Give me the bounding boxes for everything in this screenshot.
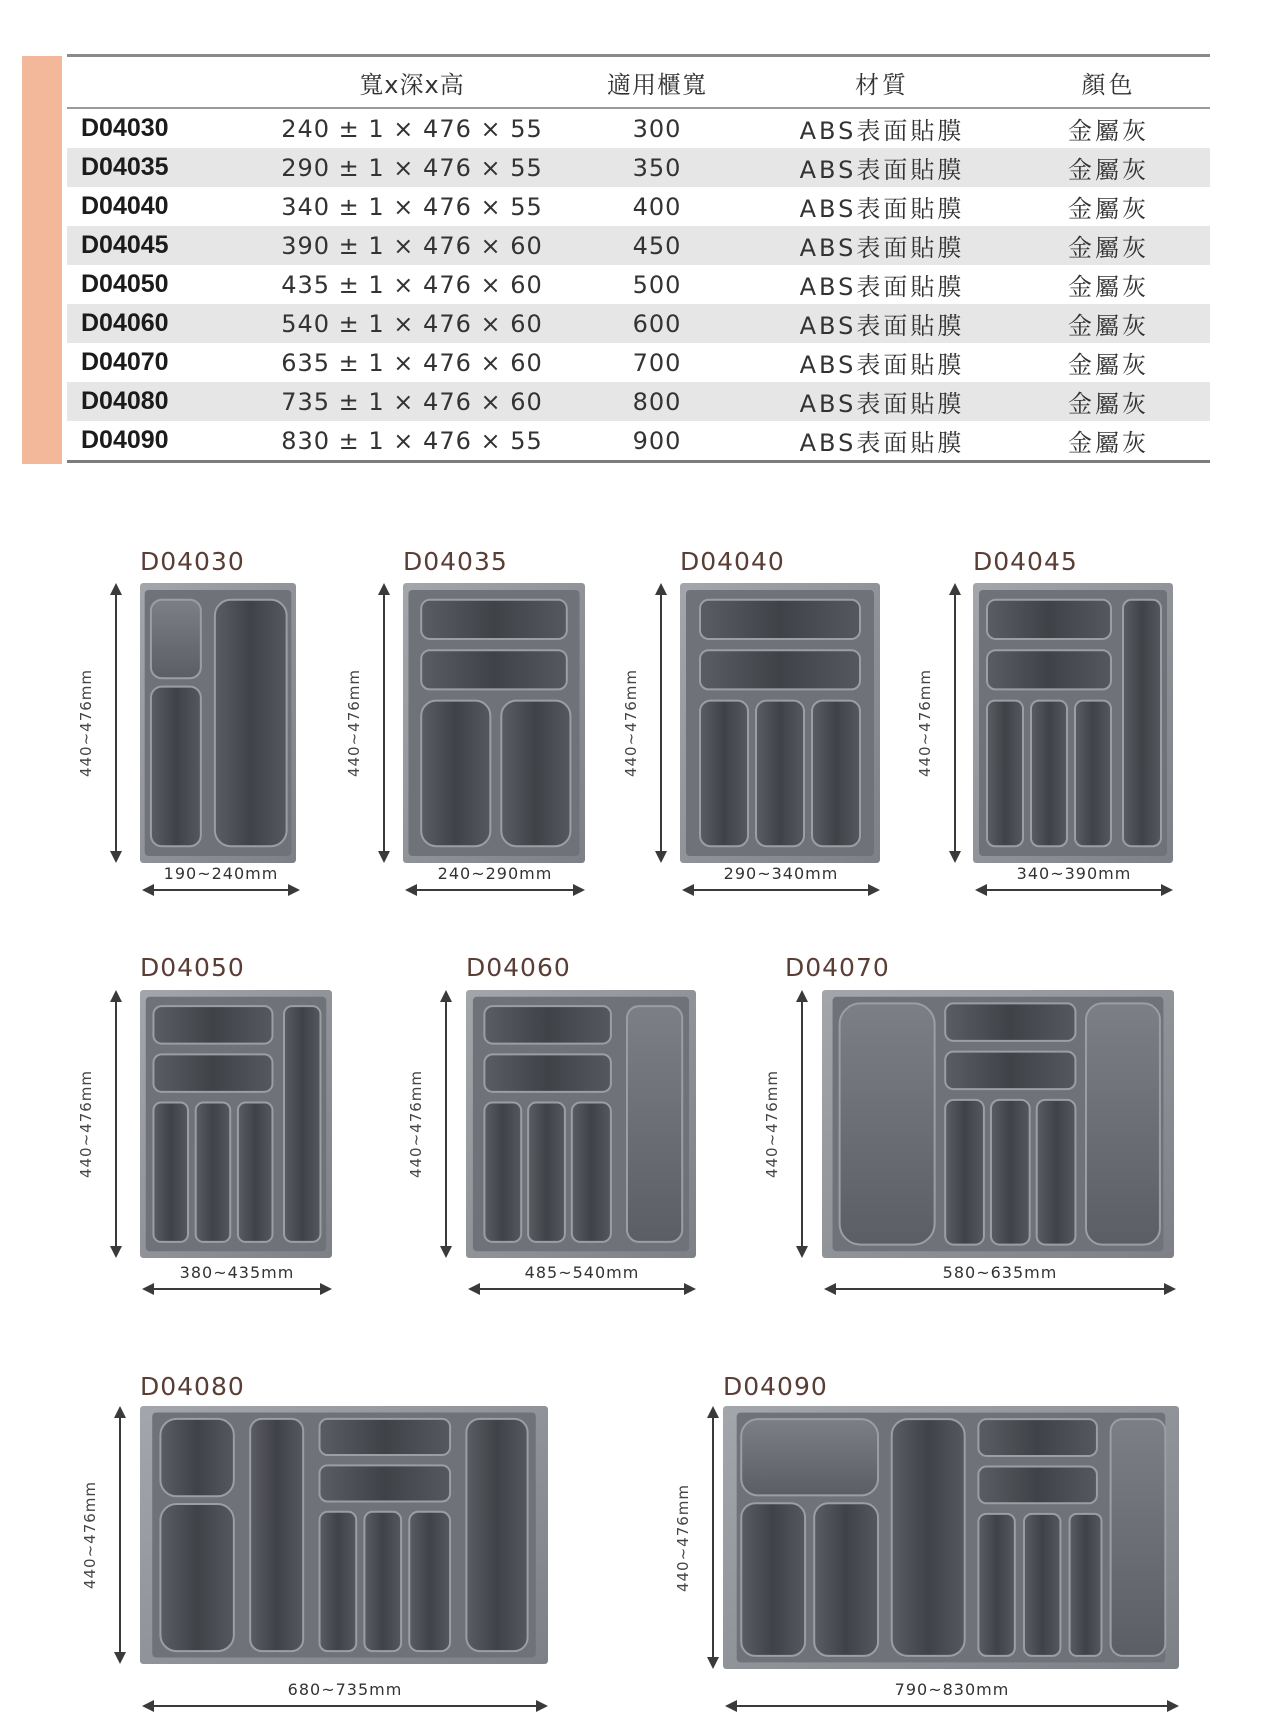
tray-compartment <box>700 650 860 689</box>
product-title: D04030 <box>140 547 245 576</box>
product-title: D04050 <box>140 953 245 982</box>
arrow-right-icon <box>1161 884 1173 896</box>
width-label: 680~735mm <box>287 1680 403 1699</box>
arrow-right-icon <box>536 1700 548 1712</box>
arrow-down-icon <box>655 851 667 863</box>
dimension-line <box>660 591 662 855</box>
color-cell: 金屬灰 <box>1068 429 1149 457</box>
arrow-down-icon <box>114 1652 126 1664</box>
model-cell: D04070 <box>81 348 169 376</box>
tray-compartment <box>945 1003 1075 1041</box>
color-cell: 金屬灰 <box>1068 390 1149 418</box>
width-label: 380~435mm <box>179 1263 295 1282</box>
tray-compartment <box>991 1100 1030 1245</box>
width-label: 290~340mm <box>723 864 839 883</box>
product-title: D04060 <box>466 953 571 982</box>
material-cell: ABS表面貼膜 <box>799 195 965 223</box>
tray-compartment <box>153 1103 188 1242</box>
size-cell: 635 ± 1 × 476 × 60 <box>281 348 543 377</box>
material-cell: ABS表面貼膜 <box>799 234 965 262</box>
tray-compartment <box>741 1503 805 1656</box>
material-cell: ABS表面貼膜 <box>799 156 965 184</box>
tray-compartment <box>978 1514 1014 1656</box>
tray-compartment <box>1111 1419 1166 1656</box>
size-cell: 390 ± 1 × 476 × 60 <box>281 231 543 260</box>
tray-compartment <box>1031 701 1067 847</box>
width-label: 485~540mm <box>524 1263 640 1282</box>
arrow-right-icon <box>684 1283 696 1295</box>
arrow-right-icon <box>1164 1283 1176 1295</box>
arrow-right-icon <box>320 1283 332 1295</box>
tray-compartment <box>151 600 201 678</box>
tray-compartment <box>215 600 287 846</box>
material-cell: ABS表面貼膜 <box>799 273 965 301</box>
dimension-line <box>150 889 292 891</box>
tray-compartment <box>756 701 804 847</box>
tray-compartment <box>484 1054 611 1092</box>
tray-compartment <box>978 1419 1097 1456</box>
tray-image <box>723 1406 1179 1669</box>
material-cell: ABS表面貼膜 <box>799 390 965 418</box>
tray-compartment <box>153 1054 272 1092</box>
arrow-down-icon <box>378 851 390 863</box>
tray-compartment <box>160 1504 233 1651</box>
tray-compartment <box>627 1006 682 1242</box>
dimension-line <box>983 889 1165 891</box>
dimension-line <box>712 1414 714 1661</box>
dimension-line <box>733 1705 1171 1707</box>
size-cell: 340 ± 1 × 476 × 55 <box>281 192 543 221</box>
width-label: 190~240mm <box>163 864 279 883</box>
header-cabinet: 適用櫃寬 <box>607 70 707 99</box>
tray-compartment <box>421 701 490 847</box>
tray-compartment <box>1086 1003 1160 1244</box>
width-label: 790~830mm <box>894 1680 1010 1699</box>
tray-compartment <box>364 1512 401 1651</box>
dimension-line <box>150 1705 540 1707</box>
cabinet-width-cell: 600 <box>632 309 682 338</box>
tray-compartment <box>700 600 860 639</box>
header-material: 材質 <box>855 70 909 99</box>
arrow-down-icon <box>440 1246 452 1258</box>
model-cell: D04050 <box>81 270 169 298</box>
product-title: D04080 <box>140 1372 245 1401</box>
size-cell: 240 ± 1 × 476 × 55 <box>281 114 543 143</box>
cabinet-width-cell: 500 <box>632 270 682 299</box>
dimension-line <box>445 998 447 1250</box>
product-title: D04090 <box>723 1372 828 1401</box>
arrow-down-icon <box>110 851 122 863</box>
color-cell: 金屬灰 <box>1068 312 1149 340</box>
dimension-line <box>115 591 117 855</box>
arrow-right-icon <box>868 884 880 896</box>
tray-compartment <box>700 701 748 847</box>
tray-compartment <box>501 701 570 847</box>
dimension-line <box>954 591 956 855</box>
tray-compartment <box>945 1100 984 1245</box>
color-cell: 金屬灰 <box>1068 156 1149 184</box>
tray-image <box>822 990 1174 1258</box>
dimension-line <box>832 1288 1168 1290</box>
tray-image <box>140 1406 548 1664</box>
cabinet-width-cell: 400 <box>632 192 682 221</box>
depth-label: 440~476mm <box>81 1480 99 1590</box>
size-cell: 735 ± 1 × 476 × 60 <box>281 387 543 416</box>
tray-compartment <box>1070 1514 1102 1656</box>
tray-image <box>680 583 880 863</box>
tray-compartment <box>466 1419 527 1651</box>
tray-compartment <box>814 1503 878 1656</box>
material-cell: ABS表面貼膜 <box>799 351 965 379</box>
tray-compartment <box>196 1103 231 1242</box>
depth-label: 440~476mm <box>763 1069 781 1179</box>
depth-label: 440~476mm <box>77 1069 95 1179</box>
product-title: D04035 <box>403 547 508 576</box>
tray-compartment <box>484 1103 521 1242</box>
tray-compartment <box>1024 1514 1060 1656</box>
tray-compartment <box>1123 600 1161 846</box>
cabinet-width-cell: 900 <box>632 426 682 455</box>
tray-compartment <box>1037 1100 1076 1245</box>
model-cell: D04035 <box>81 153 169 181</box>
tray-compartment <box>892 1419 965 1656</box>
dimension-line <box>119 1414 121 1656</box>
tray-compartment <box>421 600 567 639</box>
tray-compartment <box>812 701 860 847</box>
tray-image <box>466 990 696 1258</box>
arrow-down-icon <box>707 1657 719 1669</box>
arrow-right-icon <box>573 884 585 896</box>
model-cell: D04030 <box>81 114 169 142</box>
tray-compartment <box>320 1512 357 1651</box>
tray-image <box>973 583 1173 863</box>
tray-image <box>140 990 332 1258</box>
material-cell: ABS表面貼膜 <box>799 117 965 145</box>
product-title: D04070 <box>785 953 890 982</box>
depth-label: 440~476mm <box>916 668 934 778</box>
model-cell: D04060 <box>81 309 169 337</box>
depth-label: 440~476mm <box>345 668 363 778</box>
size-cell: 830 ± 1 × 476 × 55 <box>281 426 543 455</box>
model-cell: D04045 <box>81 231 169 259</box>
width-label: 240~290mm <box>437 864 553 883</box>
tray-compartment <box>945 1052 1075 1090</box>
tray-compartment <box>238 1103 273 1242</box>
width-label: 340~390mm <box>1016 864 1132 883</box>
header-color: 顏色 <box>1081 70 1136 99</box>
tray-compartment <box>987 650 1111 689</box>
dimension-line <box>413 889 577 891</box>
tray-compartment <box>320 1465 451 1501</box>
cabinet-width-cell: 800 <box>632 387 682 416</box>
tray-compartment <box>409 1512 450 1651</box>
product-title: D04045 <box>973 547 1078 576</box>
color-cell: 金屬灰 <box>1068 273 1149 301</box>
dimension-line <box>476 1288 688 1290</box>
depth-label: 440~476mm <box>674 1483 692 1592</box>
arrow-down-icon <box>949 851 961 863</box>
color-cell: 金屬灰 <box>1068 234 1149 262</box>
model-cell: D04080 <box>81 387 169 415</box>
dimension-line <box>150 1288 324 1290</box>
depth-label: 440~476mm <box>407 1069 425 1179</box>
size-cell: 540 ± 1 × 476 × 60 <box>281 309 543 338</box>
tray-compartment <box>572 1103 611 1242</box>
tray-compartment <box>1075 701 1111 847</box>
tray-compartment <box>987 600 1111 639</box>
size-cell: 435 ± 1 × 476 × 60 <box>281 270 543 299</box>
size-cell: 290 ± 1 × 476 × 55 <box>281 153 543 182</box>
material-cell: ABS表面貼膜 <box>799 312 965 340</box>
tray-compartment <box>320 1419 451 1455</box>
material-cell: ABS表面貼膜 <box>799 429 965 457</box>
product-title: D04040 <box>680 547 785 576</box>
dimension-line <box>383 591 385 855</box>
depth-label: 440~476mm <box>77 668 95 778</box>
tray-compartment <box>484 1006 611 1044</box>
width-label: 580~635mm <box>942 1263 1058 1282</box>
cabinet-width-cell: 300 <box>632 114 682 143</box>
tray-compartment <box>250 1419 303 1651</box>
model-cell: D04090 <box>81 426 169 454</box>
tray-image <box>403 583 585 863</box>
cabinet-width-cell: 450 <box>632 231 682 260</box>
color-cell: 金屬灰 <box>1068 351 1149 379</box>
tray-compartment <box>153 1006 272 1044</box>
cabinet-width-cell: 350 <box>632 153 682 182</box>
tray-compartment <box>741 1419 878 1495</box>
model-cell: D04040 <box>81 192 169 220</box>
tray-compartment <box>160 1419 233 1496</box>
color-cell: 金屬灰 <box>1068 117 1149 145</box>
tray-compartment <box>528 1103 565 1242</box>
dimension-line <box>801 998 803 1250</box>
tray-compartment <box>987 701 1023 847</box>
arrow-right-icon <box>288 884 300 896</box>
cabinet-width-cell: 700 <box>632 348 682 377</box>
depth-label: 440~476mm <box>622 668 640 778</box>
tray-compartment <box>284 1006 320 1242</box>
tray-compartment <box>151 687 201 847</box>
color-cell: 金屬灰 <box>1068 195 1149 223</box>
dimension-line <box>690 889 872 891</box>
dimension-line <box>115 998 117 1250</box>
arrow-down-icon <box>110 1246 122 1258</box>
arrow-down-icon <box>796 1246 808 1258</box>
header-size: 寬x深x高 <box>359 70 465 99</box>
tray-compartment <box>421 650 567 689</box>
tray-compartment <box>978 1466 1097 1503</box>
tray-image <box>140 583 296 863</box>
arrow-right-icon <box>1167 1700 1179 1712</box>
tray-compartment <box>840 1003 935 1244</box>
